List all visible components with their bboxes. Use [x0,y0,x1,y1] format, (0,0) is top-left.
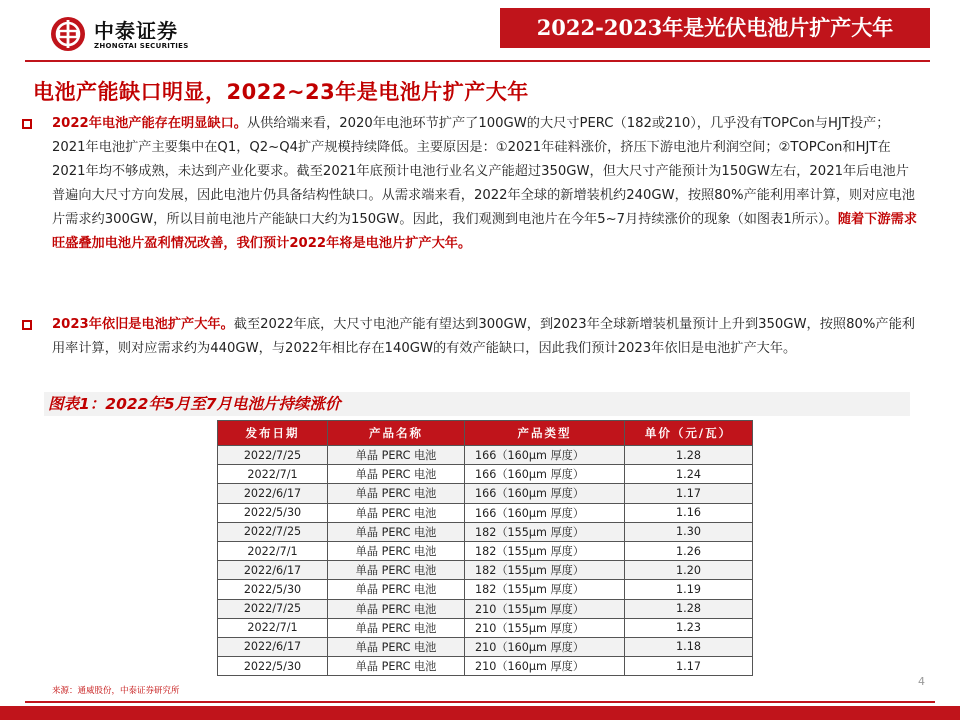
cell-product-type: 210（160μm 厚度） [465,637,625,656]
bullet-paragraph-2 [52,313,922,361]
company-name-cn: 中泰证券 [94,19,178,43]
cell-product-name: 单晶 PERC 电池 [328,561,465,580]
cell-date: 2022/5/30 [218,580,328,599]
cell-product-name: 单晶 PERC 电池 [328,618,465,637]
cell-unit-price: 1.16 [625,503,753,522]
cell-unit-price: 1.17 [625,657,753,676]
table-row [218,561,753,580]
cell-product-name: 单晶 PERC 电池 [328,446,465,465]
cell-unit-price: 1.30 [625,522,753,541]
cell-date: 2022/7/1 [218,618,328,637]
bullet-1-lead: 2022年电池产能存在明显缺口。 [52,116,247,131]
cell-date: 2022/6/17 [218,484,328,503]
bullet-1-body: 从供给端来看，2020年电池环节扩产了100GW的大尺寸PERC（182或210），几乎没有TOPCon与HJT投产；2021年电池扩产主要集中在Q1，Q2~Q4扩产规模持续降低。主要原因是：①2021年硅料涨价，挤压下游电池片利润空间；②TOPCon和HJT在2021年均不够成熟，未达到产业化要求。截至2021年底预计电池行业名义产能超过350GW，但大尺寸产能预计为150GW左右，2021年后电池片普遍向大尺寸方向发展，因此电池片仍具备结构性缺口。从需求端来看，2022年全球的新增装机约240GW，按照80%产能利用率计算，则对应电池片需求约300GW，所以目前电池片产能缺口大约为150GW。因此，我们观测到电池片在今年5~7月持续涨价的现象（如图表1所示）。 [52,116,915,227]
header-divider [25,60,930,62]
column-header-product-name: 产品名称 [328,421,465,446]
cell-product-name: 单晶 PERC 电池 [328,465,465,484]
source-note: 来源：通威股份，中泰证券研究所 [52,686,180,696]
table-row [218,465,753,484]
cell-product-type: 210（160μm 厚度） [465,657,625,676]
cell-product-type: 182（155μm 厚度） [465,522,625,541]
cell-product-name: 单晶 PERC 电池 [328,522,465,541]
cell-unit-price: 1.20 [625,561,753,580]
cell-date: 2022/6/17 [218,561,328,580]
cell-product-name: 单晶 PERC 电池 [328,484,465,503]
cell-date: 2022/7/25 [218,446,328,465]
cell-date: 2022/5/30 [218,657,328,676]
cell-date: 2022/7/25 [218,599,328,618]
table-row [218,657,753,676]
slide-header-title: 2022-2023年是光伏电池片扩产大年 [500,8,930,48]
table-row [218,522,753,541]
table-body [218,446,753,676]
column-header-date: 发布日期 [218,421,328,446]
cell-unit-price: 1.26 [625,541,753,560]
cell-product-name: 单晶 PERC 电池 [328,541,465,560]
figure-title: 图表1：2022年5月至7月电池片持续涨价 [48,395,341,413]
cell-product-type: 210（155μm 厚度） [465,618,625,637]
cell-product-name: 单晶 PERC 电池 [328,599,465,618]
cell-unit-price: 1.18 [625,637,753,656]
cell-date: 2022/6/17 [218,637,328,656]
table-row [218,599,753,618]
company-name-en: ZHONGTAI SECURITIES [94,42,189,50]
table-row [218,580,753,599]
table-row [218,484,753,503]
table-row [218,637,753,656]
section-title: 电池产能缺口明显，2022~23年是电池片扩产大年 [33,80,529,104]
column-header-unit-price: 单价（元/瓦） [625,421,753,446]
bullet-1-highlight: 随着下游需求旺盛叠加电池片盈利情况改善，我们预计2022年将是电池片扩产大年。 [52,212,917,251]
cell-unit-price: 1.28 [625,446,753,465]
footer-bar [0,706,960,720]
cell-date: 2022/7/25 [218,522,328,541]
bullet-square-icon [22,320,32,330]
column-header-product-type: 产品类型 [465,421,625,446]
table-row [218,541,753,560]
cell-product-type: 210（155μm 厚度） [465,599,625,618]
cell-product-type: 182（155μm 厚度） [465,561,625,580]
cell-product-name: 单晶 PERC 电池 [328,657,465,676]
table-header-row [218,421,753,446]
cell-product-type: 166（160μm 厚度） [465,465,625,484]
cell-unit-price: 1.24 [625,465,753,484]
cell-product-type: 166（160μm 厚度） [465,484,625,503]
cell-product-type: 166（160μm 厚度） [465,446,625,465]
bullet-2-body: 截至2022年底，大尺寸电池产能有望达到300GW，到2023年全球新增装机量预计上升到350GW，按照80%产能利用率计算，则对应需求约为440GW，与2022年相比存在140GW的有效产能缺口，因此我们预计2023年依旧是电池扩产大年。 [52,317,915,356]
cell-product-type: 182（155μm 厚度） [465,580,625,599]
cell-unit-price: 1.19 [625,580,753,599]
cell-product-type: 166（160μm 厚度） [465,503,625,522]
cell-unit-price: 1.23 [625,618,753,637]
page-number: 4 [918,675,925,688]
cell-product-name: 单晶 PERC 电池 [328,637,465,656]
bullet-2-lead: 2023年依旧是电池扩产大年。 [52,317,234,332]
cell-date: 2022/7/1 [218,541,328,560]
cell-unit-price: 1.28 [625,599,753,618]
cell-date: 2022/7/1 [218,465,328,484]
company-logo [50,14,250,58]
zhongtai-logo-icon [50,16,86,52]
bullet-paragraph-1 [52,112,922,256]
table-row [218,618,753,637]
table-row [218,446,753,465]
cell-unit-price: 1.17 [625,484,753,503]
cell-product-type: 182（155μm 厚度） [465,541,625,560]
footer-divider [25,701,935,703]
cell-date: 2022/5/30 [218,503,328,522]
price-table [217,420,753,676]
bullet-square-icon [22,119,32,129]
cell-product-name: 单晶 PERC 电池 [328,503,465,522]
table-row [218,503,753,522]
cell-product-name: 单晶 PERC 电池 [328,580,465,599]
